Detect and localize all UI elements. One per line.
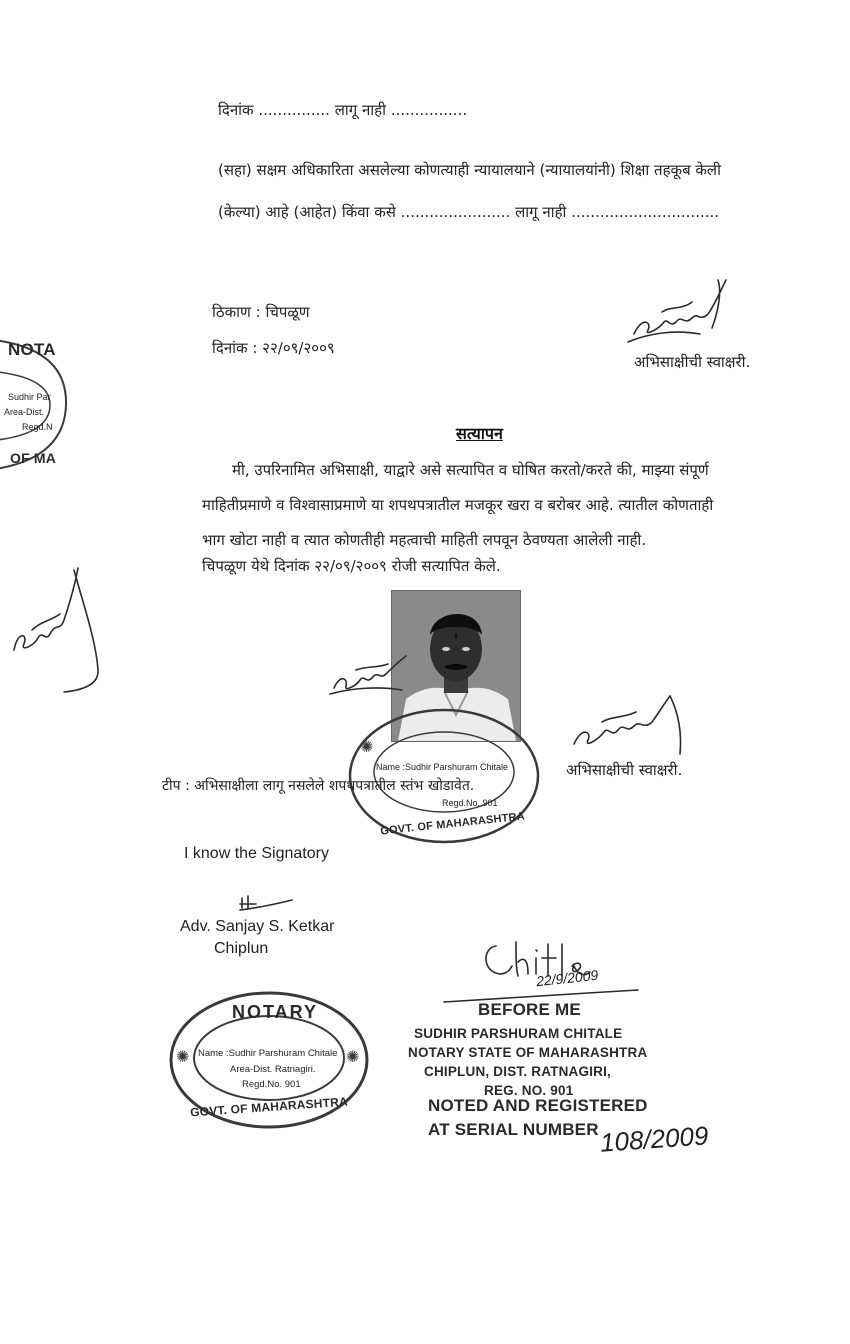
left-partial-stamp	[0, 330, 70, 480]
advocate-signature	[236, 890, 296, 914]
verification-line-4: चिपळूण येथे दिनांक २२/०९/२००९ रोजी सत्यापित केले.	[202, 557, 501, 575]
registration-line-1: NOTED AND REGISTERED	[428, 1096, 648, 1115]
note-line: टीप : अभिसाक्षीला लागू नसलेले शपथपत्रातील स्तंभ खोडावेत.	[162, 778, 475, 794]
notary-stamp-regd: Regd.No. 901	[242, 1079, 301, 1090]
registration-line-2: AT SERIAL NUMBER	[428, 1120, 599, 1139]
notary-stamp-bottom: GOVT. OF MAHARASHTRA	[189, 1094, 349, 1120]
verification-line-3: भाग खोटा नाही व त्यात कोणतीही महत्वाची माहिती लपवून ठेवण्यता आलेली नाही.	[202, 531, 647, 549]
notary-handwritten-date: 22/9/2009	[535, 966, 599, 990]
know-signatory-line: I know the Signatory	[184, 845, 329, 862]
notary-stamp-name: Name :Sudhir Parshuram Chitale	[198, 1048, 338, 1059]
margin-signature	[4, 560, 104, 700]
left-stamp-line1: Sudhir Par	[8, 392, 51, 402]
suspension-value: लागू नाही	[515, 203, 567, 221]
verification-line-1: मी, उपरिनामित अभिसाक्षी, याद्वारे असे सत्यापित व घोषित करतो/करते की, माझ्या संपूर्ण	[232, 461, 709, 479]
photo-stamp-name: Name :Sudhir Parshuram Chitale	[376, 762, 509, 772]
svg-text:✺: ✺	[360, 739, 374, 756]
date-dots-left: ...............	[258, 101, 330, 119]
photo-stamp-regd: Regd.No. 901	[442, 798, 498, 808]
suspension-dots-right: ...............................	[571, 203, 720, 221]
before-me-place: CHIPLUN, DIST. RATNAGIRI,	[424, 1064, 611, 1079]
suspension-line-2	[218, 202, 719, 222]
svg-text:✺: ✺	[176, 1049, 190, 1066]
left-stamp-top: NOTA	[8, 340, 56, 359]
signature-caption-1: अभिसाक्षीची स्वाक्षरी.	[634, 353, 751, 371]
verification-line-2: माहितीप्रमाणे व विश्वासाप्रमाणे या शपथपत्रातील मजकूर खरा व बरोबर आहे. त्यातील कोणताही	[202, 496, 714, 514]
verification-heading: सत्यापन	[456, 424, 503, 443]
date-label: दिनांक	[218, 101, 254, 119]
date-line-top	[218, 100, 467, 120]
advocate-name: Adv. Sanjay S. Ketkar	[180, 918, 335, 935]
deponent-signature-photo	[326, 640, 436, 700]
place-date-line: दिनांक : २२/०९/२००९	[212, 339, 335, 357]
deponent-signature-1	[622, 272, 742, 352]
suspension-text: (केल्या) आहे (आहेत) किंवा कसे	[218, 203, 396, 221]
before-me-name: SUDHIR PARSHURAM CHITALE	[414, 1026, 623, 1041]
notary-stamp	[168, 990, 370, 1130]
date-value: लागू नाही	[334, 101, 387, 119]
notary-stamp-area: Area-Dist. Ratnagiri.	[230, 1064, 316, 1075]
left-stamp-line2: Area-Dist.	[4, 407, 45, 417]
left-stamp-bottom: OF MA	[10, 450, 57, 466]
suspension-dots-left: .......................	[400, 203, 511, 221]
before-me-state: NOTARY STATE OF MAHARASHTRA	[408, 1045, 648, 1060]
suspension-line: (सहा) सक्षम अधिकारिता असलेल्या कोणत्याही न्यायालयाने (न्यायालयांनी) शिक्षा तहकूब केली	[218, 161, 721, 179]
before-me-title: BEFORE ME	[478, 1000, 581, 1019]
before-me-reg: REG. NO. 901	[484, 1083, 574, 1098]
svg-text:✺: ✺	[346, 1049, 360, 1066]
notary-stamp-top: NOTARY	[232, 1002, 318, 1022]
left-stamp-line3: Regd.N	[22, 422, 53, 432]
registration-serial: 108/2009	[599, 1120, 710, 1158]
photo-stamp-bottom: GOVT. OF MAHARASHTRA	[379, 810, 526, 838]
date-dots-right: ................	[390, 101, 468, 119]
signature-caption-2: अभिसाक्षीची स्वाक्षरी.	[566, 761, 683, 779]
deponent-signature-2	[566, 682, 696, 762]
place-line: ठिकाण : चिपळूण	[212, 303, 310, 321]
advocate-city: Chiplun	[214, 940, 269, 957]
